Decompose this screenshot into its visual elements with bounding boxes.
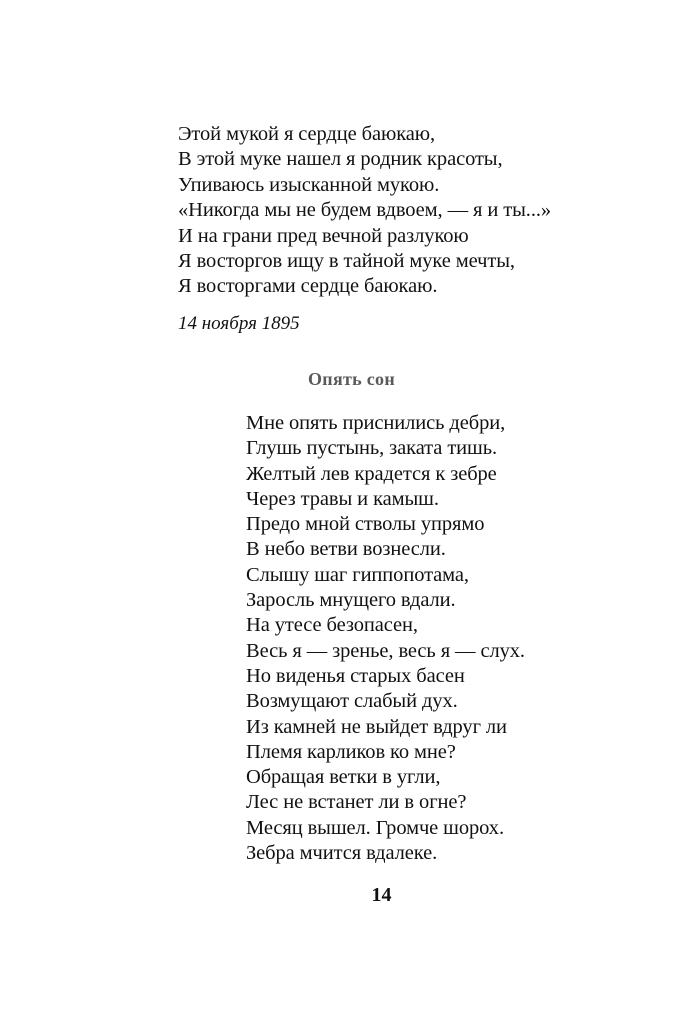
- poem-line: Я восторгов ищу в тайной муке мечты,: [178, 250, 515, 273]
- poem-line: Обращая ветки в угли,: [246, 766, 441, 789]
- poem-line: Я восторгами сердце баюкаю.: [178, 275, 438, 298]
- poem-line: На утесе безопасен,: [246, 614, 418, 637]
- poem-line: Возмущают слабый дух.: [246, 690, 458, 713]
- poem-line: Слышу шаг гиппопотама,: [246, 563, 469, 586]
- poem-line: Племя карликов ко мне?: [246, 740, 456, 763]
- poem-line: Глушь пустынь, заката тишь.: [246, 437, 498, 460]
- poem-line: Но виденья старых басен: [246, 664, 465, 687]
- page-number: 14: [371, 884, 392, 906]
- poem-line: Через травы и камыш.: [246, 487, 439, 510]
- poem-line: Лес не встанет ли в огне?: [246, 791, 467, 814]
- poem-line: В этой муке нашел я родник красоты,: [178, 148, 503, 171]
- poem-line: Мне опять приснились дебри,: [246, 412, 506, 434]
- poem-line: Упиваюсь изысканной мукою.: [178, 173, 440, 196]
- poem-2-stanza: [246, 411, 525, 866]
- poem-line: Предо мной стволы упрямо: [246, 513, 485, 536]
- poem-line: «Никогда мы не будем вдвоем, — я и ты...»: [178, 199, 552, 222]
- poem-line: И на грани пред вечной разлукою: [178, 224, 469, 247]
- poem-1-stanza: [178, 122, 551, 300]
- poem-line: Желтый лев крадется к зебре: [246, 462, 497, 485]
- poem-title: [0, 369, 691, 390]
- poem-line: Из камней не выйдет вдруг ли: [246, 715, 507, 738]
- poem-line: Месяц вышел. Громче шорох.: [246, 816, 504, 839]
- poem-date: 14 ноября 1895: [178, 313, 300, 334]
- poem-line: Заросль мнущего вдали.: [246, 589, 456, 612]
- poem-line: Весь я — зренье, весь я — слух.: [246, 639, 525, 662]
- poem-line: Этой мукой я сердце баюкаю,: [178, 123, 435, 145]
- poem-title-text: Опять сон: [307, 369, 396, 389]
- poem-line: Зебра мчится вдалеке.: [246, 842, 438, 865]
- poem-line: В небо ветви вознесли.: [246, 538, 446, 561]
